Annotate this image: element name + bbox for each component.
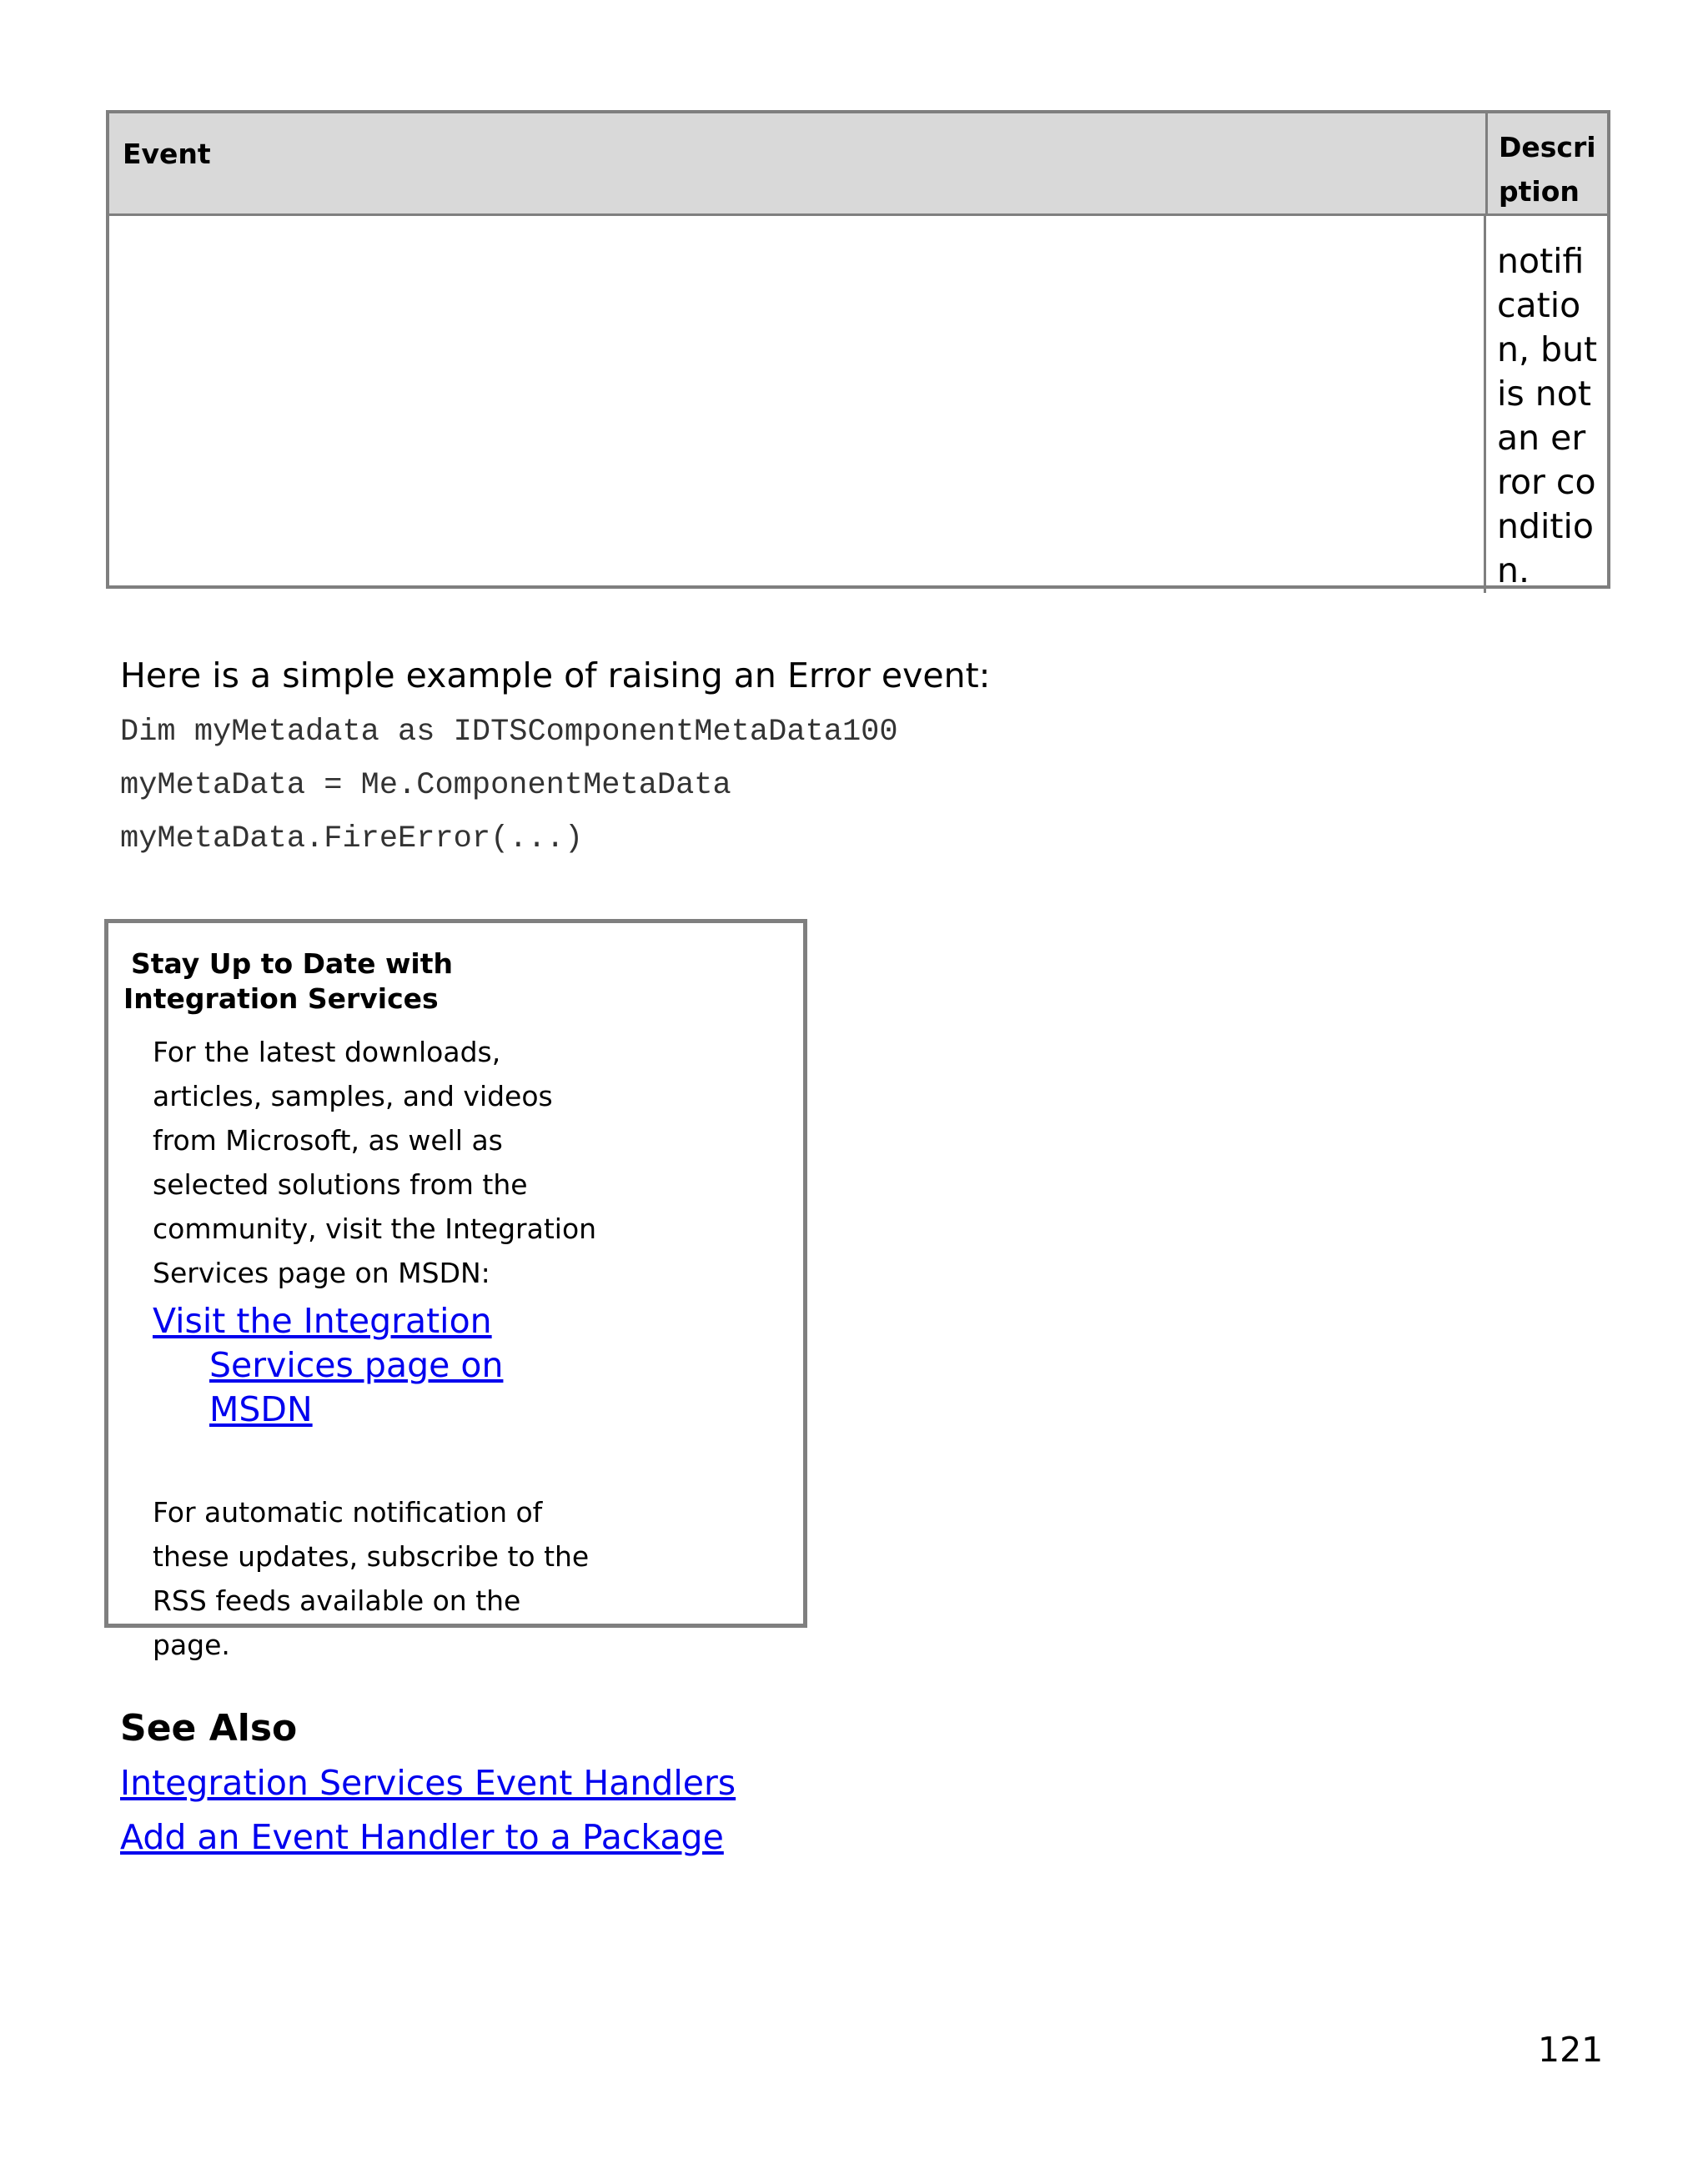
msdn-link[interactable] bbox=[153, 1299, 551, 1432]
table-header-row bbox=[109, 113, 1607, 216]
cell-description: notification, but is not an error condition. bbox=[1497, 241, 1598, 590]
page-number: 121 bbox=[1538, 2030, 1604, 2070]
cell-event bbox=[109, 216, 1486, 593]
code-line-1: Dim myMetadata as IDTSComponentMetaData100 bbox=[120, 715, 898, 750]
see-also-link-event-handlers[interactable] bbox=[120, 1760, 736, 1806]
example-intro: Here is a simple example of raising an Error event: bbox=[120, 655, 991, 695]
table-row bbox=[109, 216, 1607, 593]
header-cell-description bbox=[1488, 113, 1607, 213]
header-description-label: Description bbox=[1499, 131, 1596, 208]
see-also-link-add-handler-text[interactable]: Add an Event Handler to a Package bbox=[120, 1817, 724, 1857]
see-also-heading: See Also bbox=[120, 1707, 298, 1750]
cell-description-container bbox=[1486, 216, 1607, 593]
msdn-link-text[interactable]: Visit the Integration Services page on MSDN bbox=[153, 1301, 504, 1429]
code-line-3: myMetaData.FireError(...) bbox=[120, 821, 584, 856]
see-also-link-add-handler[interactable] bbox=[120, 1814, 724, 1860]
code-line-2: myMetaData = Me.ComponentMetaData bbox=[120, 768, 731, 803]
see-also-link-event-handlers-text[interactable]: Integration Services Event Handlers bbox=[120, 1763, 736, 1803]
sidebar-rss-note: For automatic notification of these updates, subscribe to the RSS feeds available on the page. bbox=[153, 1496, 590, 1661]
header-cell-event bbox=[109, 113, 1488, 213]
sidebar-title: Stay Up to Date with Integration Services bbox=[123, 947, 454, 1015]
sidebar-description: For the latest downloads, articles, samples, and videos from Microsoft, as well as selected solutions from the community, visit the Integration Services page on MSDN: bbox=[153, 1036, 597, 1289]
header-event-label: Event bbox=[123, 138, 211, 170]
event-table bbox=[106, 110, 1610, 589]
sidebar-box bbox=[104, 919, 807, 1661]
